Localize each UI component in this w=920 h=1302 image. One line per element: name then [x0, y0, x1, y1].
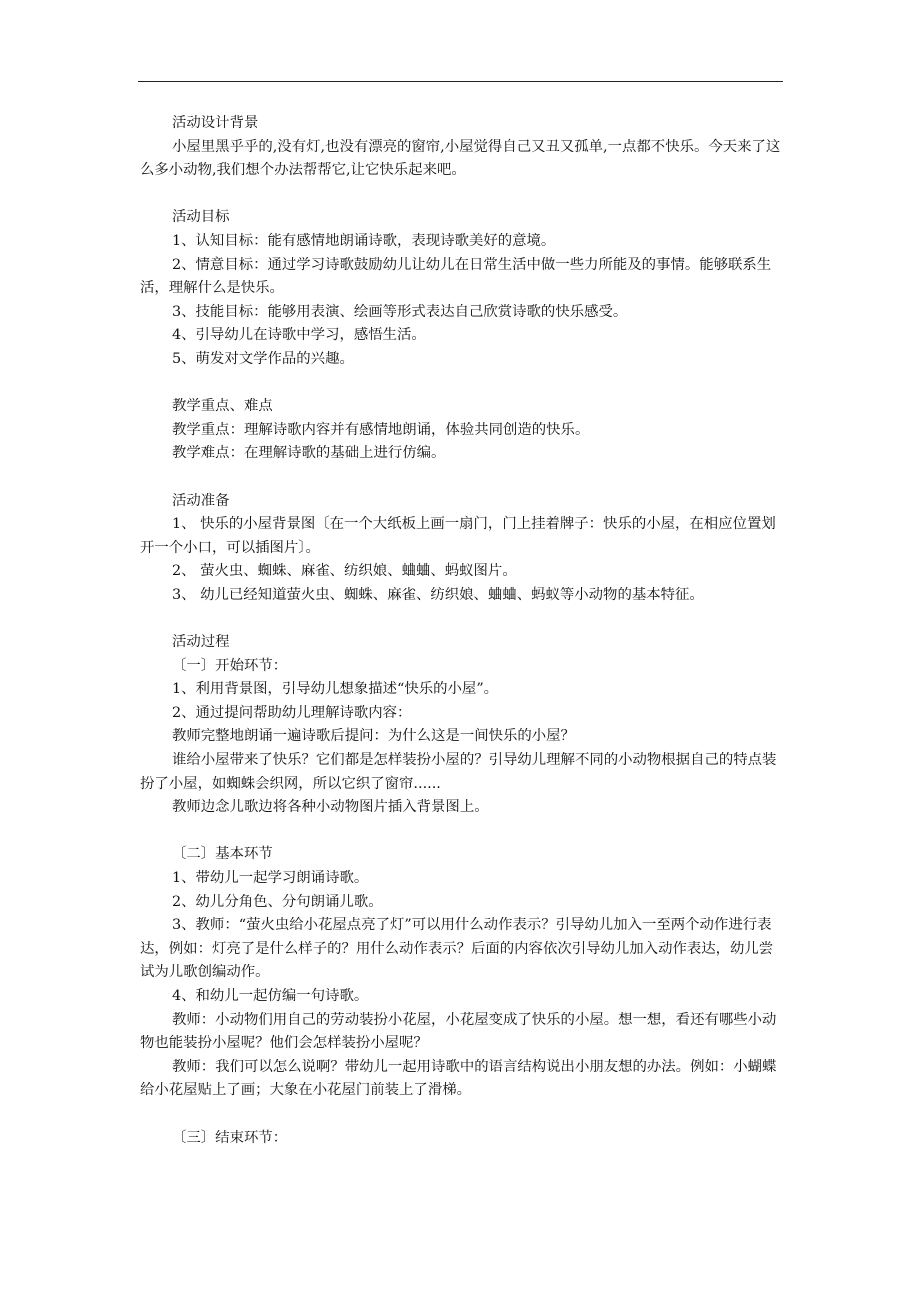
keypoint-item: 教学重点：理解诗歌内容并有感情地朗诵，体验共同创造的快乐。 [172, 421, 590, 438]
heading-goals: 活动目标 [172, 209, 230, 226]
process-part2-title: 〔二〕基本环节 [172, 846, 273, 863]
process-item: 教师边念儿歌边将各种小动物图片插入背景图上。 [172, 799, 489, 816]
heading-prep: 活动准备 [172, 492, 230, 509]
process-part3-title: 〔三〕结束环节： [172, 1129, 288, 1146]
background-paragraph: 小屋里黑乎乎的,没有灯,也没有漂亮的窗帘,小屋觉得自己又丑又孤单,一点都不快乐。今天来了这么多小动物,我们想个办法帮帮它,让它快乐起来吧。 [140, 138, 781, 179]
goal-item: 5、萌发对文学作品的兴趣。 [172, 350, 354, 367]
goal-item: 1、认知目标：能有感情地朗诵诗歌，表现诗歌美好的意境。 [172, 232, 556, 249]
process-item: 1、利用背景图，引导幼儿想象描述“快乐的小屋”。 [172, 681, 499, 698]
process-item: 4、和幼儿一起仿编一句诗歌。 [172, 987, 369, 1004]
document-body [140, 112, 785, 1150]
goal-item: 2、情意目标：通过学习诗歌鼓励幼儿让幼儿在日常生活中做一些力所能及的事情。能够联系生活，理解什么是快乐。 [140, 256, 772, 297]
header-rule [138, 81, 783, 82]
process-item: 谁给小屋带来了快乐？它们都是怎样装扮小屋的？引导幼儿理解不同的小动物根据自己的特点装扮了小屋，如蜘蛛会织网，所以它织了窗帘...... [140, 752, 777, 792]
prep-item: 2、 萤火虫、蜘蛛、麻雀、纺织娘、蛐蛐、蚂蚁图片。 [172, 563, 517, 580]
process-item: 教师：小动物们用自己的劳动装扮小花屋，小花屋变成了快乐的小屋。想一想，看还有哪些小动物也能装扮小屋呢？他们会怎样装扮小屋呢？ [140, 1011, 777, 1052]
heading-keypoints: 教学重点、难点 [172, 398, 273, 415]
prep-item: 3、 幼儿已经知道萤火虫、蜘蛛、麻雀、纺织娘、蛐蛐、蚂蚁等小动物的基本特征。 [172, 586, 704, 603]
keypoint-item: 教学难点：在理解诗歌的基础上进行仿编。 [172, 445, 446, 462]
goal-item: 3、技能目标：能够用表演、绘画等形式表达自己欣赏诗歌的快乐感受。 [172, 303, 628, 320]
prep-item: 1、 快乐的小屋背景图〔在一个大纸板上画一扇门，门上挂着牌子：快乐的小屋，在相应位置划开一个小口，可以插图片〕。 [140, 516, 776, 556]
process-item: 教师完整地朗诵一遍诗歌后提问：为什么这是一间快乐的小屋？ [172, 728, 575, 745]
process-item: 3、教师：“萤火虫给小花屋点亮了灯”可以用什么动作表示？引导幼儿加入一至两个动作进行表达，例如：灯亮了是什么样子的？用什么动作表示？后面的内容依次引导幼儿加入动作表达，幼儿尝试为儿歌创编动作。 [140, 917, 774, 981]
heading-process: 活动过程 [172, 634, 230, 651]
process-item: 教师：我们可以怎么说啊？带幼儿一起用诗歌中的语言结构说出小朋友想的办法。例如：小蝴蝶给小花屋贴上了画；大象在小花屋门前装上了滑梯。 [140, 1058, 777, 1099]
heading-background: 活动设计背景 [172, 115, 259, 131]
process-item: 2、通过提问帮助幼儿理解诗歌内容： [172, 704, 412, 721]
process-item: 2、幼儿分角色、分句朗诵儿歌。 [172, 893, 383, 910]
process-part1-title: 〔一〕开始环节： [172, 657, 288, 674]
goal-item: 4、引导幼儿在诗歌中学习，感悟生活。 [172, 327, 426, 344]
process-item: 1、带幼儿一起学习朗诵诗歌。 [172, 870, 369, 886]
